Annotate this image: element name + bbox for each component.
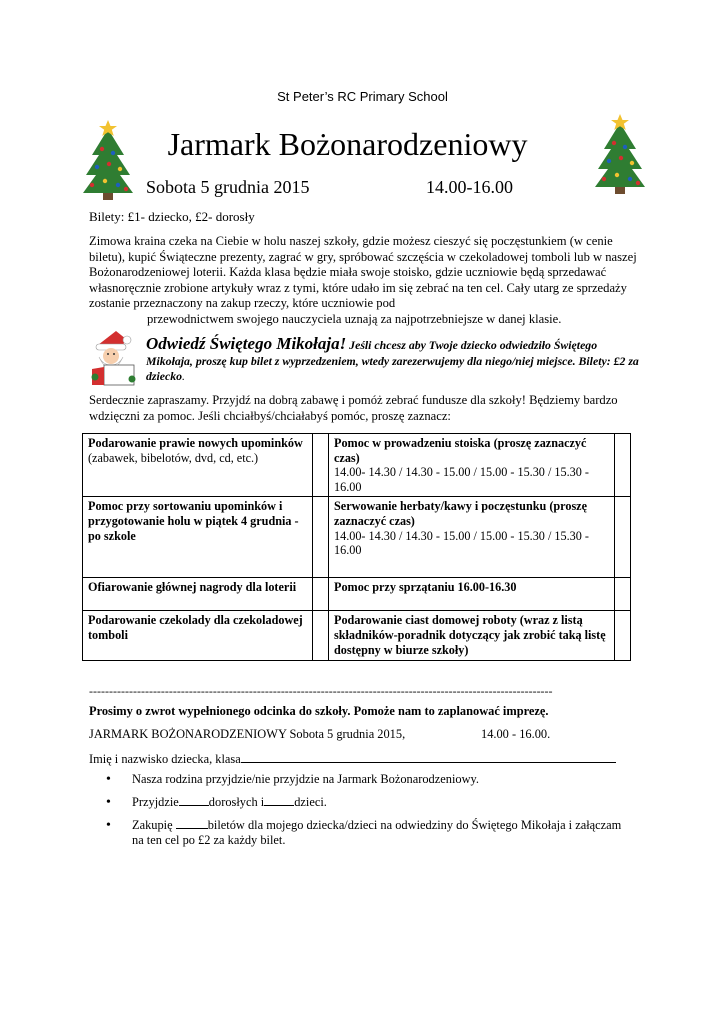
ticket-purchase-details: biletów dla mojego dziecka/dzieci na odwiedziny do Świętego Mikołaja i załączam na ten cel po £2 za każdy bilet.	[132, 817, 622, 848]
checkbox-sorting[interactable]	[313, 497, 329, 578]
table-cell	[83, 578, 313, 611]
checkbox-cleanup[interactable]	[615, 578, 631, 611]
cut-line: --------------------------------------------------------------------------------------------------------------------	[89, 684, 553, 696]
table-row	[83, 434, 631, 497]
table-cell	[329, 434, 615, 497]
slip-event-time: 14.00 - 16.00.	[481, 727, 551, 741]
list-item	[104, 818, 624, 850]
welcome-paragraph: Serdecznie zapraszamy. Przyjdź na dobrą zabawę i pomóż zebrać fundusze dla szkoły! Będziemy bardzo wdzięczni za pomoc. Jeśli chciałbyś/chciałabyś pomóc, proszę zaznacz:	[89, 393, 618, 423]
option-tea-label: Serwowanie herbaty/kawy i poczęstunku (proszę zaznaczyć czas)	[334, 499, 588, 528]
checkbox-prize[interactable]	[313, 578, 329, 611]
intro-paragraph	[89, 234, 644, 328]
adults-label: dorosłych i	[208, 794, 265, 809]
option-cleanup-label: Pomoc przy sprzątaniu 16.00-16.30	[334, 580, 517, 595]
table-cell	[83, 497, 313, 578]
checkbox-stall[interactable]	[615, 434, 631, 497]
santa-period: .	[182, 369, 185, 383]
option-sorting-label: Pomoc przy sortowaniu upominków i przygotowanie holu w piątek 4 grudnia - po szkole	[88, 499, 299, 543]
list-item	[104, 795, 624, 811]
checkbox-gifts[interactable]	[313, 434, 329, 497]
intro-text: Zimowa kraina czeka na Ciebie w holu naszej szkoły, gdzie możesz cieszyć się poczęstunkiem (w cenie biletu), kupić Świąteczne prezenty, zagrać w gry, spróbować szczęścia w czekoladowej tomboli lub w naszej Bożonarodzeniowej loterii. Każda klasa będzie miała swoje stoisko, gdzie uczniowie będą sprzedawać własnoręcznie zrobione artykuły wraz z tymi, które udało im się zebrać na ten cel. Cały utarg ze sprzedaży zostanie przeznaczony na zakup rzeczy, które uczniowie pod	[89, 234, 637, 311]
page-title: Jarmark Bożonarodzeniowy	[167, 126, 528, 162]
slip-event-name: JARMARK BOŻONARODZENIOWY Sobota 5 grudnia 2015,	[89, 727, 406, 741]
event-date: Sobota 5 grudnia 2015	[146, 177, 310, 197]
slip-event-line	[89, 727, 551, 742]
child-name-blank[interactable]	[241, 751, 616, 763]
children-blank[interactable]	[264, 795, 294, 806]
option-stall-times: 14.00- 14.30 / 14.30 - 15.00 / 15.00 - 15.30 / 15.30 - 16.00	[334, 465, 589, 494]
return-note: Prosimy o zwrot wypełnionego odcinka do szkoły. Pomoże nam to zaplanować imprezę.	[89, 704, 549, 718]
santa-icon	[86, 329, 136, 387]
option-tea-times: 14.00- 14.30 / 14.30 - 15.00 / 15.00 - 15.30 / 15.30 - 16.00	[334, 528, 589, 558]
option-prize-label: Ofiarowanie głównej nagrody dla loterii	[88, 580, 297, 595]
table-row	[83, 497, 631, 578]
adults-blank[interactable]	[179, 795, 209, 806]
santa-details: Jeśli chcesz aby Twoje dziecko odwiedziło Świętego Mikołaja, proszę kup bilet z wyprzedzeniem, wtedy zarezerwujemy dla niego/niej miejsce. Bilety: £2 za dziecko	[146, 338, 639, 383]
santa-visit-note	[146, 336, 646, 385]
table-row	[83, 578, 631, 611]
checkbox-tea[interactable]	[615, 497, 631, 578]
intro-text-end: przewodnictwem swojego nauczyciela uznają za najpotrzebniejsze w danej klasie.	[147, 311, 562, 326]
table-row	[83, 611, 631, 661]
option-chocolate-label: Podarowanie czekolady dla czekoladowej tomboli	[88, 613, 303, 642]
child-name-field[interactable]	[89, 751, 631, 767]
school-name: St Peter’s RC Primary School	[277, 89, 448, 104]
ticket-purchase-label: Zakupię	[132, 817, 173, 832]
checkbox-cakes[interactable]	[615, 611, 631, 661]
volunteer-table	[82, 433, 631, 661]
children-label: dzieci.	[294, 794, 327, 809]
table-cell	[329, 578, 615, 611]
list-item	[104, 772, 624, 788]
checkbox-chocolate[interactable]	[313, 611, 329, 661]
tickets-blank[interactable]	[176, 818, 208, 829]
attendance-choice: Nasza rodzina przyjdzie/nie przyjdzie na Jarmark Bożonarodzeniowy.	[132, 772, 480, 786]
choices-list	[104, 772, 624, 856]
table-cell	[83, 434, 313, 497]
event-time: 14.00-16.00	[426, 177, 513, 197]
table-cell	[329, 611, 615, 661]
option-gifts-details: (zabawek, bibelotów, dvd, cd, etc.)	[88, 450, 259, 465]
option-gifts-label: Podarowanie prawie nowych upominków	[88, 436, 303, 450]
attendance-count-label: Przyjdzie	[132, 794, 179, 809]
option-cakes-label: Podarowanie ciast domowej roboty (wraz z listą składników-poradnik dotyczący jak zrobić taką listę dostępny w biurze szkoły)	[334, 613, 606, 657]
santa-heading: Odwiedź Świętego Mikołaja!	[146, 334, 347, 353]
option-stall-label: Pomoc w prowadzeniu stoiska (proszę zaznaczyć czas)	[334, 436, 587, 465]
child-name-label: Imię i nazwisko dziecka, klasa	[89, 752, 241, 766]
table-cell	[329, 497, 615, 578]
ticket-prices: Bilety: £1- dziecko, £2- dorosły	[89, 209, 255, 224]
table-cell	[83, 611, 313, 661]
